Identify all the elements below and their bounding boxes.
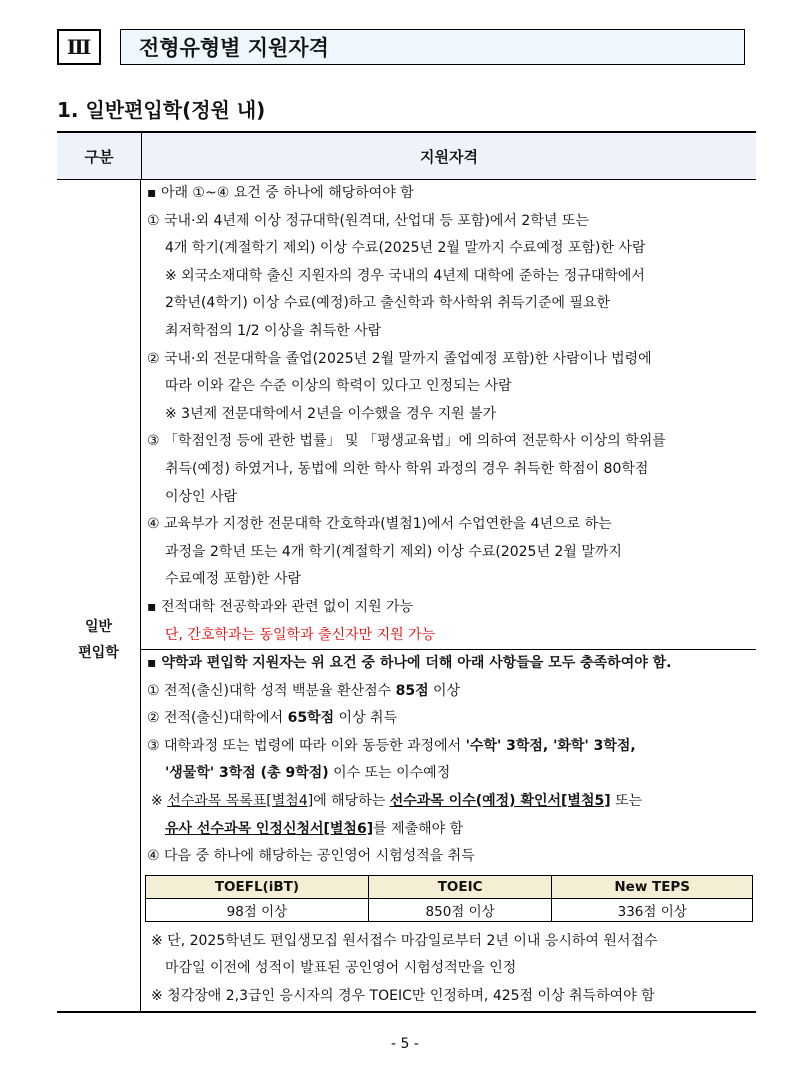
score-value: 850점 이상: [368, 898, 552, 921]
text-bold-underline: 선수과목 이수(예정) 확인서[별첨5]: [389, 793, 611, 810]
criterion-1-line: ① 국내·외 4년제 이상 정규대학(원격대, 산업대 등 포함)에서 2학년 또는: [147, 212, 589, 229]
text-bold: '생물학' 3학점 (총 9학점): [165, 765, 329, 782]
text-underline: 선수과목 목록표[별첨4]: [167, 793, 314, 810]
general-intro: ▪ 아래 ①~④ 요건 중 하나에 해당하여야 함: [147, 185, 414, 201]
pharmacy-requirement-4: ④ 다음 중 하나에 해당하는 공인영어 시험성적을 취득: [147, 848, 475, 865]
header-category: 구분: [57, 133, 142, 179]
pharmacy-requirement-3: [141, 733, 756, 761]
text: 를 제출해야 함: [373, 820, 464, 837]
criterion-2-note: ※ 3년제 전문대학에서 2년을 이수했을 경우 지원 불가: [165, 405, 497, 422]
text: 또는: [610, 793, 643, 810]
subsection-title: 1. 일반편입학(정원 내): [57, 98, 266, 122]
english-score-table: [145, 875, 753, 922]
text-bold-underline: 유사 선수과목 인정신청서[별첨6]: [165, 820, 374, 837]
pharmacy-requirement-3-cont: [141, 760, 756, 788]
text: 에 해당하는: [313, 793, 390, 810]
header-qualification: 지원자격: [420, 147, 478, 166]
table-header: [57, 131, 756, 180]
prerequisite-note-cont: [141, 816, 756, 844]
criterion-3-line: ③ 「학점인정 등에 관한 법률」 및 「평생교육법」에 의하여 전문학사 이상의 학위를: [147, 433, 666, 450]
pharmacy-requirement-2: [141, 705, 756, 733]
criterion-1-note: 2학년(4학기) 이상 수료(예정)하고 출신학과 학사학위 취득기준에 필요한: [165, 295, 611, 312]
section-number: Ⅲ: [57, 29, 101, 65]
table-body: [57, 180, 756, 1013]
text: 이수 또는 이수예정: [328, 765, 451, 782]
score-note-1-cont: 마감일 이전에 성적이 발표된 공인영어 시험성적만을 인정: [165, 960, 517, 977]
criterion-4-line: 과정을 2학년 또는 4개 학기(계절학기 제외) 이상 수료(2025년 2월 말까지: [165, 543, 622, 560]
criterion-4-line: 수료예정 포함)한 사람: [165, 571, 302, 588]
text: 이상: [428, 682, 461, 699]
criterion-3-line: 이상인 사람: [165, 488, 238, 505]
text: 이상 취득: [334, 710, 398, 727]
qualification-content: [141, 180, 756, 1011]
criterion-1-note: ※ 외국소재대학 출신 지원자의 경우 국내의 4년제 대학에 준하는 정규대학에서: [165, 267, 645, 284]
qualification-table: [57, 131, 756, 1013]
criterion-2-line: ② 국내·외 전문대학을 졸업(2025년 2월 말까지 졸업예정 포함)한 사람이나 법령에: [147, 350, 652, 367]
pharmacy-intro: ▪ 약학과 편입학 지원자는 위 요건 중 하나에 더해 아래 사항들을 모두 충족하여야 함.: [147, 655, 672, 672]
category-line-1: 일반: [84, 619, 113, 636]
criterion-1-line: 4개 학기(계절학기 제외) 이상 수료(2025년 2월 말까지 수료예정 포함)한 사람: [165, 240, 646, 257]
text: ③ 대학과정 또는 법령에 따라 이와 동등한 과정에서: [147, 737, 466, 754]
criterion-2-line: 따라 이와 같은 수준 이상의 학력이 있다고 인정되는 사람: [165, 378, 512, 395]
text-bold: '수학' 3학점, '화학' 3학점,: [465, 737, 636, 754]
text: ② 전적(출신)대학에서: [147, 710, 288, 727]
text: ※: [151, 793, 168, 810]
section-title: 전형유형별 지원자격: [120, 29, 745, 65]
score-header: TOEIC: [368, 875, 552, 898]
category-line-2: 편입학: [78, 645, 119, 662]
criterion-1-note: 최저학점의 1/2 이상을 취득한 사람: [165, 322, 382, 339]
category-cell: [57, 180, 141, 1011]
score-header: TOEFL(iBT): [146, 875, 369, 898]
nursing-note: 단, 간호학과는 동일학과 출신자만 지원 가능: [165, 626, 436, 643]
prerequisite-note: [141, 788, 756, 816]
pharmacy-requirement-1: [141, 678, 756, 706]
score-header-row: [146, 875, 753, 898]
criterion-4-line: ④ 교육부가 지정한 전문대학 간호학과(별첨1)에서 수업연한을 4년으로 하는: [147, 516, 612, 533]
score-note-2: ※ 청각장애 2,3급인 응시자의 경우 TOEIC만 인정하며, 425점 이상 취득하여야 함: [151, 988, 655, 1005]
text: ① 전적(출신)대학 성적 백분율 환산점수: [147, 682, 396, 699]
page-number: - 5 -: [391, 1036, 419, 1052]
any-major-note: ▪ 전적대학 전공학과와 관련 없이 지원 가능: [147, 598, 414, 615]
score-note-1: ※ 단, 2025학년도 편입생모집 원서접수 마감일로부터 2년 이내 응시하여 원서접수: [151, 932, 658, 949]
score-value: 98점 이상: [146, 898, 369, 921]
text-bold: 85점: [395, 682, 429, 699]
criterion-3-line: 취득(예정) 하였거나, 동법에 의한 학사 학위 과정의 경우 취득한 학점이 80학점: [165, 460, 649, 477]
score-header: New TEPS: [552, 875, 753, 898]
score-value: 336점 이상: [552, 898, 753, 921]
score-value-row: [146, 898, 753, 921]
text-bold: 65학점: [287, 710, 335, 727]
